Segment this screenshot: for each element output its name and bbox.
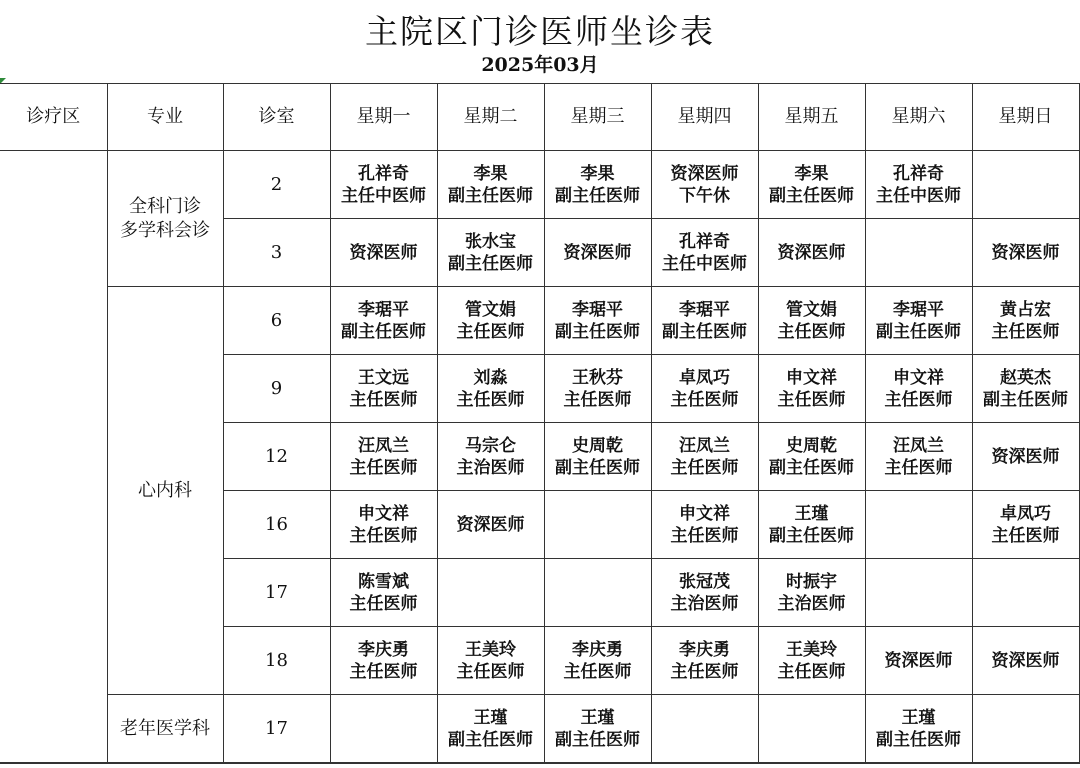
- schedule-cell-sunday: [972, 355, 1079, 423]
- doctor-name: 王美玲: [786, 639, 837, 660]
- doctor-name: 孔祥奇: [358, 163, 409, 184]
- schedule-cell-sunday: [972, 491, 1079, 559]
- doctor-title: 主治医师: [777, 593, 846, 614]
- doctor-title: 主任医师: [349, 525, 418, 546]
- schedule-cell-saturday: [865, 559, 972, 627]
- doctor-name: 王瑾: [580, 708, 615, 728]
- doctor-title: 主任医师: [777, 389, 846, 410]
- doctor-name: 资深医师: [991, 242, 1060, 263]
- doctor-name: 赵英杰: [1000, 367, 1051, 388]
- schedule-cell-tuesday: [437, 423, 544, 491]
- room-number: 3: [223, 219, 330, 287]
- schedule-cell-friday: [758, 151, 865, 219]
- schedule-cell-tuesday: [437, 355, 544, 423]
- specialty-label: 多学科会诊: [120, 219, 210, 241]
- doctor-title: 副主任医师: [448, 253, 533, 274]
- header-room: 诊室: [223, 84, 330, 151]
- doctor-title: 主任中医师: [341, 185, 426, 206]
- doctor-name: 王瑾: [901, 708, 936, 728]
- doctor-name: 张冠茂: [679, 571, 730, 592]
- schedule-cell-wednesday: [544, 423, 651, 491]
- doctor-name: 刘淼: [473, 367, 508, 388]
- doctor-name: 申文祥: [893, 367, 944, 388]
- doctor-title: 副主任医师: [341, 321, 426, 342]
- room-number: 18: [223, 627, 330, 695]
- room-number: 12: [223, 423, 330, 491]
- doctor-name: 资深医师: [884, 650, 953, 671]
- doctor-name: 李庆勇: [679, 639, 730, 660]
- schedule-cell-tuesday: [437, 151, 544, 219]
- specialty-cell: [107, 151, 223, 287]
- schedule-cell-saturday: [865, 287, 972, 355]
- schedule-cell-tuesday: [437, 695, 544, 764]
- doctor-title: 副主任医师: [769, 525, 854, 546]
- room-number: 17: [223, 559, 330, 627]
- doctor-name: 王美玲: [465, 639, 516, 660]
- schedule-cell-wednesday: [544, 491, 651, 559]
- schedule-cell-tuesday: [437, 219, 544, 287]
- schedule-cell-friday: [758, 627, 865, 695]
- schedule-cell-sunday: [972, 219, 1079, 287]
- specialty-cell: [107, 695, 223, 764]
- doctor-name: 李琚平: [358, 299, 409, 320]
- schedule-cell-thursday: [651, 287, 758, 355]
- schedule-cell-thursday: [651, 491, 758, 559]
- header-saturday: 星期六: [865, 84, 972, 151]
- doctor-name: 时振宇: [786, 571, 837, 592]
- doctor-name: 资深医师: [670, 163, 739, 184]
- doctor-title: 下午休: [679, 185, 730, 206]
- doctor-name: 陈雪斌: [358, 571, 409, 592]
- doctor-name: 王瑾: [794, 503, 829, 524]
- doctor-title: 主任医师: [777, 661, 846, 682]
- header-wednesday: 星期三: [544, 84, 651, 151]
- doctor-name: 李庆勇: [358, 639, 409, 660]
- doctor-name: 资深医师: [777, 242, 846, 263]
- doctor-name: 资深医师: [349, 242, 418, 263]
- schedule-cell-thursday: [651, 695, 758, 764]
- schedule-cell-sunday: [972, 695, 1079, 764]
- schedule-cell-monday: [330, 559, 437, 627]
- doctor-name: 申文祥: [358, 503, 409, 524]
- doctor-name: 李庆勇: [572, 639, 623, 660]
- schedule-cell-wednesday: [544, 287, 651, 355]
- header-row: [0, 84, 1079, 151]
- room-number: 2: [223, 151, 330, 219]
- header-specialty: 专业: [107, 84, 223, 151]
- doctor-name: 资深医师: [563, 242, 632, 263]
- doctor-title: 主任医师: [670, 389, 739, 410]
- header-zone: 诊疗区: [0, 84, 107, 151]
- schedule-cell-monday: [330, 151, 437, 219]
- doctor-title: 副主任医师: [448, 185, 533, 206]
- doctor-title: 主任中医师: [662, 253, 747, 274]
- doctor-title: 主任医师: [349, 457, 418, 478]
- doctor-name: 王秋芬: [572, 367, 623, 388]
- doctor-title: 副主任医师: [983, 389, 1068, 410]
- doctor-title: 副主任医师: [555, 185, 640, 206]
- doctor-title: 主任医师: [349, 661, 418, 682]
- schedule-cell-monday: [330, 423, 437, 491]
- doctor-name: 孔祥奇: [893, 163, 944, 184]
- doctor-title: 主任中医师: [876, 185, 961, 206]
- schedule-cell-sunday: [972, 627, 1079, 695]
- doctor-title: 主治医师: [456, 457, 525, 478]
- schedule-cell-tuesday: [437, 627, 544, 695]
- schedule-table: [0, 83, 1080, 764]
- doctor-title: 主任医师: [670, 525, 739, 546]
- doctor-title: 主任医师: [456, 661, 525, 682]
- specialty-label: 心内科: [138, 479, 192, 501]
- doctor-title: 副主任医师: [448, 730, 533, 750]
- schedule-cell-wednesday: [544, 219, 651, 287]
- schedule-cell-monday: [330, 355, 437, 423]
- page-subtitle-date: 2025年03月: [481, 54, 599, 76]
- schedule-cell-saturday: [865, 491, 972, 559]
- doctor-name: 张水宝: [465, 231, 516, 252]
- room-number: 9: [223, 355, 330, 423]
- doctor-name: 资深医师: [456, 514, 525, 535]
- doctor-name: 资深医师: [991, 650, 1060, 671]
- schedule-cell-friday: [758, 423, 865, 491]
- doctor-name: 申文祥: [786, 367, 837, 388]
- doctor-name: 申文祥: [679, 503, 730, 524]
- schedule-cell-saturday: [865, 219, 972, 287]
- doctor-name: 孔祥奇: [679, 231, 730, 252]
- schedule-cell-sunday: [972, 423, 1079, 491]
- doctor-title: 主任医师: [670, 661, 739, 682]
- header-tuesday: 星期二: [437, 84, 544, 151]
- doctor-title: 副主任医师: [555, 457, 640, 478]
- doctor-name: 李果: [580, 163, 615, 184]
- doctor-name: 黄占宏: [1000, 299, 1051, 320]
- schedule-cell-sunday: [972, 151, 1079, 219]
- header-sunday: 星期日: [972, 84, 1079, 151]
- doctor-title: 主任医师: [884, 389, 953, 410]
- schedule-cell-friday: [758, 559, 865, 627]
- doctor-title: 副主任医师: [769, 185, 854, 206]
- schedule-cell-sunday: [972, 287, 1079, 355]
- table-bottom-edge: [0, 762, 1080, 768]
- schedule-cell-saturday: [865, 355, 972, 423]
- doctor-name: 史周乾: [786, 435, 837, 456]
- doctor-title: 副主任医师: [555, 730, 640, 750]
- doctor-name: 李琚平: [893, 299, 944, 320]
- doctor-name: 王文远: [358, 367, 409, 388]
- doctor-title: 主任医师: [670, 457, 739, 478]
- header-monday: 星期一: [330, 84, 437, 151]
- table-row: [0, 695, 1079, 764]
- schedule-cell-saturday: [865, 423, 972, 491]
- doctor-name: 李果: [473, 163, 508, 184]
- doctor-name: 资深医师: [991, 446, 1060, 467]
- schedule-cell-saturday: [865, 151, 972, 219]
- schedule-cell-tuesday: [437, 287, 544, 355]
- doctor-title: 主任医师: [991, 525, 1060, 546]
- doctor-title: 主任医师: [991, 321, 1060, 342]
- room-number: 17: [223, 695, 330, 764]
- table-row: [0, 151, 1079, 219]
- schedule-cell-wednesday: [544, 355, 651, 423]
- doctor-name: 王瑾: [473, 708, 508, 728]
- schedule-cell-friday: [758, 355, 865, 423]
- doctor-name: 李果: [794, 163, 829, 184]
- doctor-name: 卓凤巧: [1000, 503, 1051, 524]
- schedule-cell-wednesday: [544, 559, 651, 627]
- doctor-title: 主任医师: [884, 457, 953, 478]
- doctor-name: 管文娟: [465, 299, 516, 320]
- table-row: [0, 287, 1079, 355]
- doctor-title: 主任医师: [777, 321, 846, 342]
- schedule-cell-wednesday: [544, 151, 651, 219]
- schedule-cell-sunday: [972, 559, 1079, 627]
- doctor-name: 卓凤巧: [679, 367, 730, 388]
- schedule-cell-monday: [330, 491, 437, 559]
- schedule-cell-wednesday: [544, 695, 651, 764]
- schedule-cell-monday: [330, 287, 437, 355]
- room-number: 16: [223, 491, 330, 559]
- schedule-cell-thursday: [651, 151, 758, 219]
- schedule-cell-monday: [330, 627, 437, 695]
- schedule-cell-thursday: [651, 559, 758, 627]
- doctor-name: 李琚平: [679, 299, 730, 320]
- doctor-name: 管文娟: [786, 299, 837, 320]
- schedule-cell-thursday: [651, 423, 758, 491]
- schedule-cell-thursday: [651, 219, 758, 287]
- room-number: 6: [223, 287, 330, 355]
- schedule-cell-saturday: [865, 695, 972, 764]
- schedule-cell-monday: [330, 219, 437, 287]
- schedule-cell-monday: [330, 695, 437, 764]
- specialty-label: 老年医学科: [120, 718, 210, 739]
- schedule-cell-tuesday: [437, 491, 544, 559]
- doctor-title: 主任医师: [456, 321, 525, 342]
- specialty-cell: [107, 287, 223, 695]
- schedule-cell-thursday: [651, 627, 758, 695]
- doctor-name: 史周乾: [572, 435, 623, 456]
- schedule-cell-friday: [758, 695, 865, 764]
- zone-cell: [0, 151, 107, 764]
- doctor-title: 副主任医师: [876, 730, 961, 750]
- doctor-title: 主任医师: [349, 593, 418, 614]
- header-thursday: 星期四: [651, 84, 758, 151]
- doctor-title: 副主任医师: [876, 321, 961, 342]
- schedule-cell-saturday: [865, 627, 972, 695]
- schedule-cell-thursday: [651, 355, 758, 423]
- doctor-name: 汪凤兰: [893, 435, 944, 456]
- doctor-title: 主任医师: [349, 389, 418, 410]
- doctor-name: 李琚平: [572, 299, 623, 320]
- page-title: 主院区门诊医师坐诊表: [365, 12, 715, 51]
- doctor-title: 主治医师: [670, 593, 739, 614]
- doctor-name: 马宗仑: [465, 435, 516, 456]
- schedule-cell-tuesday: [437, 559, 544, 627]
- schedule-cell-friday: [758, 287, 865, 355]
- specialty-label: 全科门诊: [129, 195, 201, 217]
- doctor-title: 主任医师: [563, 389, 632, 410]
- schedule-cell-friday: [758, 219, 865, 287]
- doctor-title: 副主任医师: [555, 321, 640, 342]
- header-friday: 星期五: [758, 84, 865, 151]
- doctor-name: 汪凤兰: [679, 435, 730, 456]
- doctor-title: 副主任医师: [769, 457, 854, 478]
- schedule-cell-friday: [758, 491, 865, 559]
- doctor-title: 主任医师: [456, 389, 525, 410]
- doctor-title: 副主任医师: [662, 321, 747, 342]
- doctor-name: 汪凤兰: [358, 435, 409, 456]
- doctor-title: 主任医师: [563, 661, 632, 682]
- schedule-cell-wednesday: [544, 627, 651, 695]
